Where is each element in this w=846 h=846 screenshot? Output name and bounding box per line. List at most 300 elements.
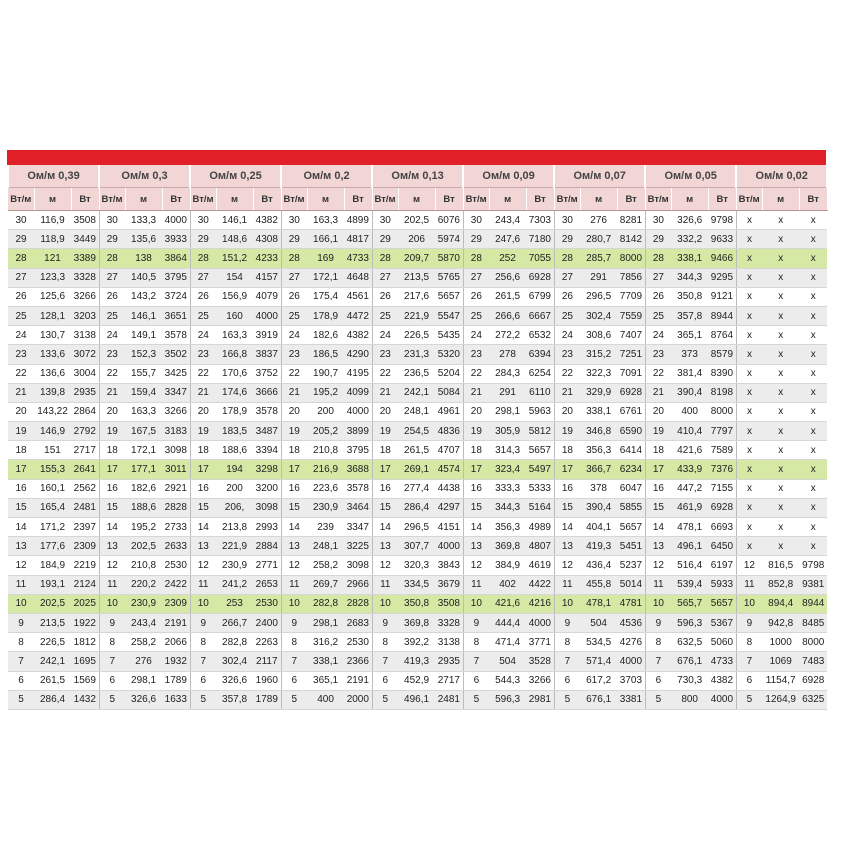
table-cell: x <box>736 402 762 421</box>
table-cell: 4000 <box>617 652 645 671</box>
table-cell: x <box>799 364 827 383</box>
table-cell: 17 <box>645 460 671 479</box>
table-row <box>8 441 827 460</box>
table-cell: 15 <box>99 498 125 517</box>
table-cell: 314,3 <box>489 441 526 460</box>
table-cell: 136,6 <box>34 364 71 383</box>
unit-header: Вт <box>71 188 99 211</box>
table-cell: 4000 <box>162 211 190 230</box>
table-cell: 4648 <box>344 268 372 287</box>
table-cell: 3449 <box>71 230 99 249</box>
table-cell: 18 <box>554 441 580 460</box>
table-row <box>8 556 827 575</box>
table-cell: 18 <box>8 441 34 460</box>
table-cell: 29 <box>372 230 398 249</box>
table-body <box>8 211 827 710</box>
table-cell: 16 <box>8 479 34 498</box>
table-cell: 3703 <box>617 671 645 690</box>
table-cell: 2530 <box>162 556 190 575</box>
table-cell: 14 <box>463 518 489 537</box>
table-cell: x <box>799 402 827 421</box>
table-cell: 2530 <box>253 594 281 613</box>
table-cell: 1069 <box>762 652 799 671</box>
table-cell: 6 <box>645 671 671 690</box>
table-cell: 13 <box>554 537 580 556</box>
table-cell: 20 <box>8 402 34 421</box>
table-cell: 3011 <box>162 460 190 479</box>
table-cell: x <box>799 230 827 249</box>
table-row <box>8 211 827 230</box>
table-cell: 21 <box>645 383 671 402</box>
table-cell: 171,2 <box>34 518 71 537</box>
table-cell: 22 <box>463 364 489 383</box>
table-cell: 390,4 <box>671 383 708 402</box>
table-cell: 8142 <box>617 230 645 249</box>
table-cell: 455,8 <box>580 575 617 594</box>
table-cell: 29 <box>554 230 580 249</box>
table-cell: 1922 <box>71 613 99 632</box>
table-cell: 19 <box>8 422 34 441</box>
table-cell: 12 <box>281 556 307 575</box>
table-cell: 1812 <box>71 633 99 652</box>
table-cell: 1960 <box>253 671 281 690</box>
table-cell: 30 <box>645 211 671 230</box>
table-cell: 177,6 <box>34 537 71 556</box>
table-cell: 6667 <box>526 306 554 325</box>
table-cell: 596,3 <box>489 690 526 709</box>
table-cell: 5547 <box>435 306 463 325</box>
table-cell: 27 <box>372 268 398 287</box>
table-cell: 20 <box>645 402 671 421</box>
table-cell: 8000 <box>799 633 827 652</box>
table-cell: 2828 <box>344 594 372 613</box>
table-cell: 18 <box>281 441 307 460</box>
table-cell: 154 <box>216 268 253 287</box>
table-cell: 13 <box>281 537 307 556</box>
table-cell: 1789 <box>253 690 281 709</box>
table-cell: 152,3 <box>125 345 162 364</box>
table-cell: 17 <box>372 460 398 479</box>
table-cell: 5 <box>281 690 307 709</box>
table-cell: x <box>762 518 799 537</box>
table-cell: 2935 <box>435 652 463 671</box>
table-cell: 5435 <box>435 326 463 345</box>
unit-header: Вт/м <box>8 188 34 211</box>
table-cell: 159,4 <box>125 383 162 402</box>
table-cell: 175,4 <box>307 287 344 306</box>
table-cell: 369,8 <box>489 537 526 556</box>
table-cell: 4382 <box>708 671 736 690</box>
table-cell: 3266 <box>526 671 554 690</box>
table-cell: 22 <box>554 364 580 383</box>
unit-header: Вт <box>526 188 554 211</box>
table-cell: 410,4 <box>671 422 708 441</box>
table-cell: 2935 <box>71 383 99 402</box>
table-cell: 19 <box>99 422 125 441</box>
table-cell: 3328 <box>71 268 99 287</box>
unit-header: м <box>489 188 526 211</box>
table-cell: 4899 <box>344 211 372 230</box>
unit-header: Вт/м <box>281 188 307 211</box>
table-cell: 27 <box>190 268 216 287</box>
table-cell: 4000 <box>344 402 372 421</box>
table-cell: 16 <box>463 479 489 498</box>
table-cell: 11 <box>190 575 216 594</box>
table-cell: 11 <box>372 575 398 594</box>
table-cell: 248,1 <box>307 537 344 556</box>
unit-header: Вт <box>708 188 736 211</box>
table-cell: 27 <box>554 268 580 287</box>
table-cell: 6047 <box>617 479 645 498</box>
table-cell: 5657 <box>708 594 736 613</box>
table-cell: 7483 <box>799 652 827 671</box>
table-cell: 4000 <box>526 613 554 632</box>
table-cell: 504 <box>489 652 526 671</box>
table-cell: 4472 <box>344 306 372 325</box>
table-cell: 27 <box>645 268 671 287</box>
table-cell: 302,4 <box>580 306 617 325</box>
table-cell: 3425 <box>162 364 190 383</box>
table-cell: 3389 <box>71 249 99 268</box>
table-cell: 166,8 <box>216 345 253 364</box>
table-cell: 5765 <box>435 268 463 287</box>
table-cell: 24 <box>281 326 307 345</box>
table-cell: 26 <box>645 287 671 306</box>
table-row <box>8 460 827 479</box>
table-cell: 307,7 <box>398 537 435 556</box>
table-cell: 12 <box>736 556 762 575</box>
table-cell: 6 <box>99 671 125 690</box>
table-cell: 15 <box>190 498 216 517</box>
table-cell: 2733 <box>162 518 190 537</box>
table-cell: 9 <box>463 613 489 632</box>
unit-header: м <box>125 188 162 211</box>
table-cell: 5367 <box>708 613 736 632</box>
table-cell: 25 <box>554 306 580 325</box>
table-cell: 357,8 <box>671 306 708 325</box>
table-cell: 2921 <box>162 479 190 498</box>
table-cell: 2530 <box>344 633 372 652</box>
table-cell: 23 <box>190 345 216 364</box>
table-cell: 6394 <box>526 345 554 364</box>
table-cell: 269,7 <box>307 575 344 594</box>
table-cell: 170,6 <box>216 364 253 383</box>
table-cell: 3679 <box>435 575 463 594</box>
table-cell: 3771 <box>526 633 554 652</box>
table-cell: 18 <box>463 441 489 460</box>
table-cell: 4807 <box>526 537 554 556</box>
table-cell: 4195 <box>344 364 372 383</box>
resistance-group-header: Ом/м 0,39 <box>8 165 99 188</box>
table-cell: 13 <box>463 537 489 556</box>
table-cell: 15 <box>372 498 398 517</box>
table-cell: 4574 <box>435 460 463 479</box>
table-cell: 213,5 <box>34 613 71 632</box>
table-cell: 277,4 <box>398 479 435 498</box>
table-cell: 7589 <box>708 441 736 460</box>
table-cell: 184,9 <box>34 556 71 575</box>
table-cell: 344,3 <box>671 268 708 287</box>
table-cell: 243,4 <box>125 613 162 632</box>
table-cell: 3864 <box>162 249 190 268</box>
table-cell: 1264,9 <box>762 690 799 709</box>
table-cell: 4561 <box>344 287 372 306</box>
table-cell: x <box>762 268 799 287</box>
table-cell: 230,9 <box>307 498 344 517</box>
table-cell: x <box>762 460 799 479</box>
table-cell: 12 <box>463 556 489 575</box>
table-cell: 4308 <box>253 230 281 249</box>
table-cell: 373 <box>671 345 708 364</box>
table-row <box>8 306 827 325</box>
table-cell: 195,2 <box>307 383 344 402</box>
table-cell: 23 <box>8 345 34 364</box>
table-cell: 202,5 <box>398 211 435 230</box>
unit-header: Вт/м <box>645 188 671 211</box>
table-cell: x <box>762 383 799 402</box>
table-cell: 256,6 <box>489 268 526 287</box>
table-cell: 8579 <box>708 345 736 364</box>
table-row <box>8 479 827 498</box>
table-cell: 6 <box>372 671 398 690</box>
table-cell: 9 <box>372 613 398 632</box>
table-cell: 26 <box>372 287 398 306</box>
table-cell: 24 <box>372 326 398 345</box>
table-cell: 19 <box>554 422 580 441</box>
table-cell: 28 <box>463 249 489 268</box>
table-cell: 4619 <box>526 556 554 575</box>
table-cell: 384,9 <box>489 556 526 575</box>
table-cell: 7 <box>190 652 216 671</box>
table-cell: 29 <box>463 230 489 249</box>
table-cell: 3508 <box>71 211 99 230</box>
table-cell: 4961 <box>435 402 463 421</box>
table-cell: 24 <box>8 326 34 345</box>
table-cell: 7856 <box>617 268 645 287</box>
table-cell: 4422 <box>526 575 554 594</box>
table-cell: 28 <box>554 249 580 268</box>
table-cell: 123,3 <box>34 268 71 287</box>
table-cell: 4836 <box>435 422 463 441</box>
table-cell: 16 <box>554 479 580 498</box>
table-cell: 8944 <box>799 594 827 613</box>
table-cell: 6234 <box>617 460 645 479</box>
table-cell: 28 <box>8 249 34 268</box>
table-cell: 2981 <box>526 690 554 709</box>
table-cell: 188,6 <box>216 441 253 460</box>
table-cell: 332,2 <box>671 230 708 249</box>
table-cell: 7797 <box>708 422 736 441</box>
table-cell: 2400 <box>253 613 281 632</box>
table-cell: 419,3 <box>398 652 435 671</box>
table-cell: x <box>799 249 827 268</box>
table-cell: 3138 <box>435 633 463 652</box>
table-cell: 182,6 <box>125 479 162 498</box>
table-cell: 3688 <box>344 460 372 479</box>
table-cell: x <box>799 479 827 498</box>
table-cell: 167,5 <box>125 422 162 441</box>
table-cell: 5237 <box>617 556 645 575</box>
table-cell: 221,9 <box>398 306 435 325</box>
table-cell: 333,3 <box>489 479 526 498</box>
table-cell: 3464 <box>344 498 372 517</box>
table-cell: 163,3 <box>307 211 344 230</box>
table-cell: 13 <box>372 537 398 556</box>
table-cell: 14 <box>281 518 307 537</box>
table-cell: 539,4 <box>671 575 708 594</box>
table-cell: 21 <box>8 383 34 402</box>
table-cell: 516,4 <box>671 556 708 575</box>
table-cell: 8390 <box>708 364 736 383</box>
table-cell: 3666 <box>253 383 281 402</box>
table-cell: 206, <box>216 498 253 517</box>
table-cell: 3203 <box>71 306 99 325</box>
resistance-group-header: Ом/м 0,2 <box>281 165 372 188</box>
table-cell: 8 <box>645 633 671 652</box>
table-cell: 276 <box>580 211 617 230</box>
table-cell: 20 <box>281 402 307 421</box>
table-cell: 350,8 <box>671 287 708 306</box>
table-cell: 266,7 <box>216 613 253 632</box>
unit-header: Вт/м <box>372 188 398 211</box>
table-cell: 242,1 <box>398 383 435 402</box>
table-cell: 4733 <box>344 249 372 268</box>
table-cell: 26 <box>463 287 489 306</box>
table-cell: 8485 <box>799 613 827 632</box>
table-cell: 151,2 <box>216 249 253 268</box>
table-cell: 4000 <box>253 306 281 325</box>
table-row <box>8 230 827 249</box>
table-cell: 9633 <box>708 230 736 249</box>
table-cell: x <box>736 345 762 364</box>
table-cell: 365,1 <box>671 326 708 345</box>
unit-header: Вт <box>253 188 281 211</box>
table-cell: 3298 <box>253 460 281 479</box>
table-cell: 3578 <box>344 479 372 498</box>
table-cell: 9 <box>645 613 671 632</box>
table-cell: 3508 <box>435 594 463 613</box>
table-cell: 4781 <box>617 594 645 613</box>
unit-header: Вт <box>617 188 645 211</box>
table-cell: 22 <box>645 364 671 383</box>
table-cell: 19 <box>190 422 216 441</box>
table-cell: x <box>762 249 799 268</box>
unit-header: м <box>216 188 253 211</box>
table-cell: 3843 <box>435 556 463 575</box>
table-cell: 6254 <box>526 364 554 383</box>
table-cell: x <box>762 498 799 517</box>
unit-header: м <box>34 188 71 211</box>
table-cell: 230,9 <box>125 594 162 613</box>
table-cell: x <box>736 364 762 383</box>
table-cell: 156,9 <box>216 287 253 306</box>
table-cell: 3328 <box>435 613 463 632</box>
table-cell: 10 <box>99 594 125 613</box>
table-cell: 2993 <box>253 518 281 537</box>
table-cell: 248,1 <box>398 402 435 421</box>
table-cell: 356,3 <box>489 518 526 537</box>
table-cell: 4151 <box>435 518 463 537</box>
table-cell: 326,6 <box>125 690 162 709</box>
table-cell: 24 <box>645 326 671 345</box>
table-cell: 16 <box>645 479 671 498</box>
table-row <box>8 364 827 383</box>
table-cell: 17 <box>99 460 125 479</box>
table-cell: 231,3 <box>398 345 435 364</box>
table-cell: 26 <box>99 287 125 306</box>
table-cell: 200 <box>307 402 344 421</box>
table-cell: 254,5 <box>398 422 435 441</box>
table-cell: 182,6 <box>307 326 344 345</box>
unit-header: Вт/м <box>554 188 580 211</box>
table-cell: 190,7 <box>307 364 344 383</box>
table-cell: 200 <box>216 479 253 498</box>
table-cell: 138 <box>125 249 162 268</box>
table-row <box>8 690 827 709</box>
table-cell: 30 <box>8 211 34 230</box>
table-cell: 25 <box>8 306 34 325</box>
table-cell: 15 <box>463 498 489 517</box>
table-cell: 816,5 <box>762 556 799 575</box>
table-cell: 23 <box>463 345 489 364</box>
table-cell: 3347 <box>344 518 372 537</box>
table-cell: 284,3 <box>489 364 526 383</box>
table-cell: 8281 <box>617 211 645 230</box>
table-cell: 29 <box>281 230 307 249</box>
table-cell: 305,9 <box>489 422 526 441</box>
table-cell: 278 <box>489 345 526 364</box>
table-cell: 2263 <box>253 633 281 652</box>
table-cell: 5320 <box>435 345 463 364</box>
table-cell: 206 <box>398 230 435 249</box>
table-cell: 3098 <box>344 556 372 575</box>
table-cell: 186,5 <box>307 345 344 364</box>
table-cell: 148,6 <box>216 230 253 249</box>
table-cell: 8944 <box>708 306 736 325</box>
table-cell: 209,7 <box>398 249 435 268</box>
table-cell: 3225 <box>344 537 372 556</box>
table-cell: x <box>762 479 799 498</box>
table-cell: 8 <box>736 633 762 652</box>
table-cell: x <box>799 326 827 345</box>
table-cell: 130,7 <box>34 326 71 345</box>
table-row <box>8 652 827 671</box>
table-cell: 242,1 <box>34 652 71 671</box>
table-cell: 2025 <box>71 594 99 613</box>
table-cell: 2717 <box>71 441 99 460</box>
table-cell: 28 <box>190 249 216 268</box>
table-cell: 8 <box>8 633 34 652</box>
table-cell: x <box>736 249 762 268</box>
table-cell: 504 <box>580 613 617 632</box>
table-row <box>8 383 827 402</box>
table-cell: 6197 <box>708 556 736 575</box>
table-cell: 2771 <box>253 556 281 575</box>
table-row <box>8 613 827 632</box>
table-cell: 5974 <box>435 230 463 249</box>
table-cell: 10 <box>281 594 307 613</box>
table-cell: 125,6 <box>34 287 71 306</box>
table-cell: 241,2 <box>216 575 253 594</box>
table-cell: 326,6 <box>671 211 708 230</box>
table-cell: 174,6 <box>216 383 253 402</box>
table-row <box>8 345 827 364</box>
table-cell: 3528 <box>526 652 554 671</box>
table-cell: 316,2 <box>307 633 344 652</box>
table-cell: 2966 <box>344 575 372 594</box>
table-cell: 17 <box>281 460 307 479</box>
table-cell: x <box>736 287 762 306</box>
